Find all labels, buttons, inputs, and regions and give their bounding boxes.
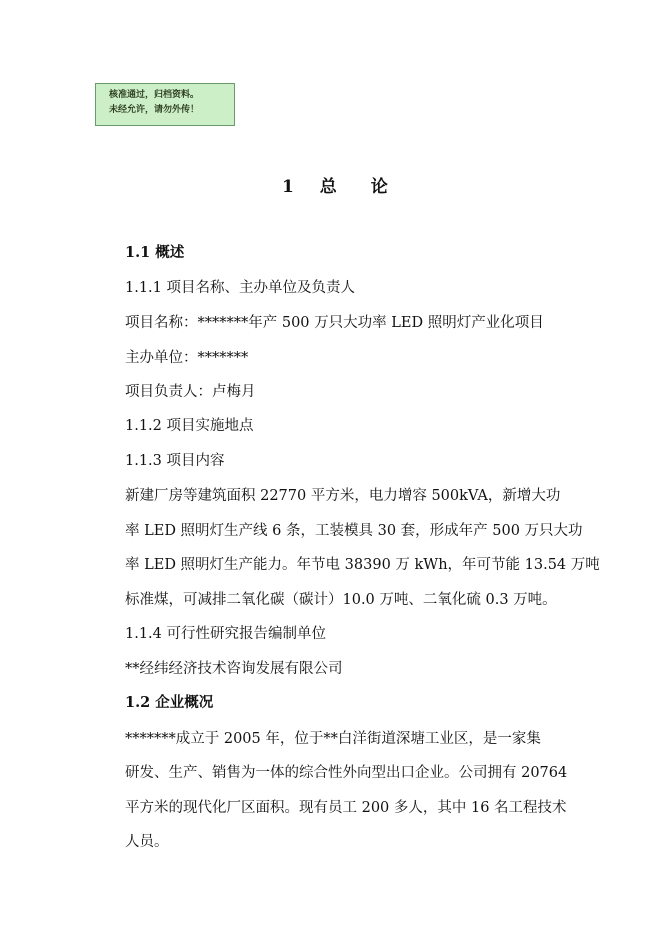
chapter-title [282, 172, 388, 197]
company-paragraph-line-2: 研发、生产、销售为一体的综合性外向型出口企业。公司拥有 20764 [125, 765, 568, 781]
section-heading-1-1: 1.1 概述 [125, 244, 185, 261]
content-paragraph-line-4: 标准煤，可减排二氧化碳（碳计）10.0 万吨、二氧化硫 0.3 万吨。 [125, 592, 557, 608]
content-paragraph-line-3: 率 LED 照明灯生产能力。年节电 38390 万 kWh，年可节能 13.54 万吨 [125, 557, 600, 573]
chapter-title-char-1: 总 [319, 177, 337, 197]
company-paragraph-line-3: 平方米的现代化厂区面积。现有员工 200 多人，其中 16 名工程技术 [125, 800, 567, 816]
company-paragraph-line-1: *******成立于 2005 年，位于**白洋街道深塘工业区，是一家集 [125, 731, 541, 747]
project-name-line: 项目名称：*******年产 500 万只大功率 LED 照明灯产业化项目 [125, 315, 544, 331]
notice-line-1: 核准通过，归档资料。 [109, 90, 200, 100]
subsection-heading-1-1-4: 1.1.4 可行性研究报告编制单位 [125, 626, 327, 642]
organizer-line: 主办单位：******* [125, 350, 249, 366]
compiler-line: **经纬经济技术咨询发展有限公司 [125, 661, 343, 677]
section-heading-1-2: 1.2 企业概况 [125, 694, 214, 711]
subsection-heading-1-1-1: 1.1.1 项目名称、主办单位及负责人 [125, 280, 356, 296]
chapter-number: 1 [282, 177, 294, 197]
chapter-title-char-2: 论 [370, 177, 388, 197]
archive-notice-stamp [95, 83, 235, 126]
leader-line: 项目负责人：卢梅月 [125, 384, 256, 400]
content-paragraph-line-2: 率 LED 照明灯生产线 6 条，工装模具 30 套，形成年产 500 万只大功 [125, 523, 583, 539]
notice-line-2: 未经允许，请勿外传！ [109, 105, 200, 115]
company-paragraph-line-4: 人员。 [125, 834, 169, 850]
content-paragraph-line-1: 新建厂房等建筑面积 22770 平方米，电力增容 500kVA，新增大功 [125, 488, 561, 504]
subsection-heading-1-1-3: 1.1.3 项目内容 [125, 453, 225, 469]
subsection-heading-1-1-2: 1.1.2 项目实施地点 [125, 418, 254, 434]
